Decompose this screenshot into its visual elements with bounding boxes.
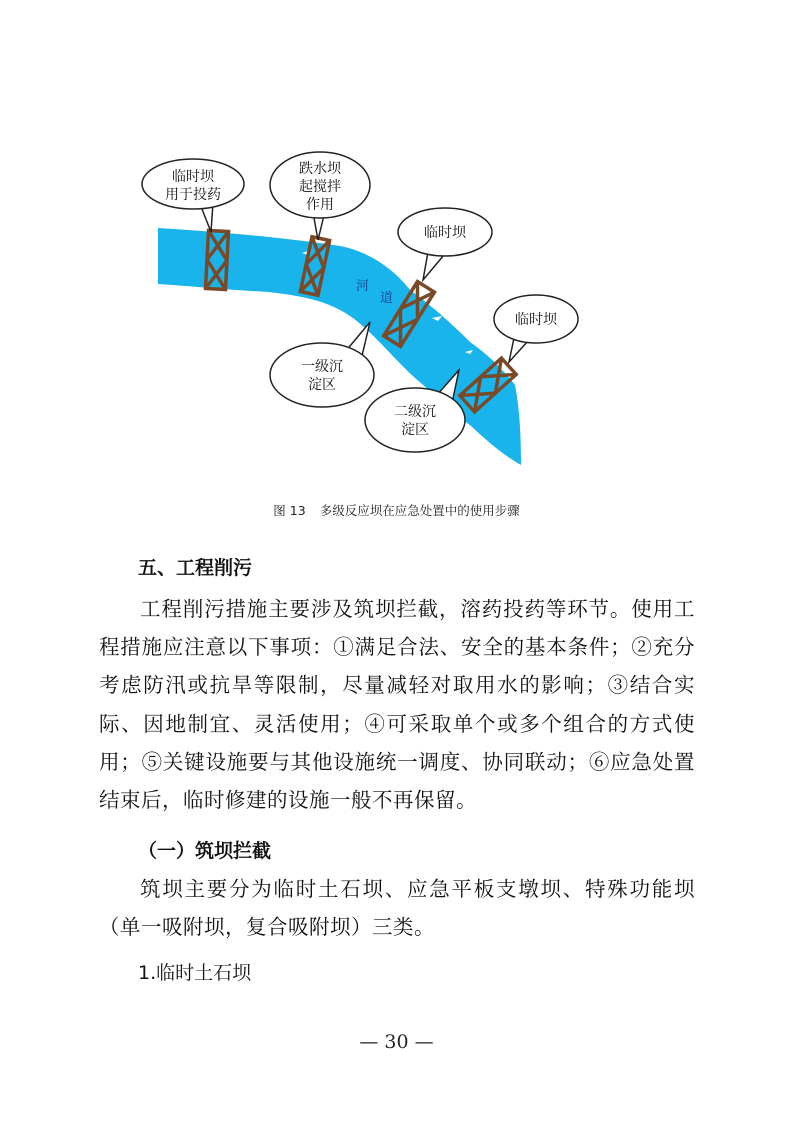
bubble-text: 跌水坝 xyxy=(299,161,341,177)
river-label-2: 道 xyxy=(380,291,394,306)
page-number: — 30 — xyxy=(359,1031,434,1053)
bubble-text: 用于投药 xyxy=(165,187,221,203)
figure-caption xyxy=(0,501,793,519)
section-paragraph: 工程削污措施主要涉及筑坝拦截，溶药投药等环节。使用工程措施应注意以下事项：①满足合法、安全的基本条件；②充分考虑防汛或抗旱等限制，尽量减轻对取用水的影响；③结合实际、因地制宜、灵活使用；④可采取单个或多个组合的方式使用；⑤关键设施要与其他设施统一调度、协同联动；⑥应急处置结束后，临时修建的设施一般不再保留。 xyxy=(99,597,695,813)
bubble-text: 临时坝 xyxy=(424,225,466,241)
figure-caption-text: 多级反应坝在应急处置中的使用步骤 xyxy=(319,503,520,518)
section-heading: 五、工程削污 xyxy=(138,557,253,579)
item-heading: 1.临时土石坝 xyxy=(138,962,252,984)
bubble-text: 起搅拌 xyxy=(299,179,341,195)
dam-diagram xyxy=(0,0,793,500)
callout-dam-4 xyxy=(494,295,578,362)
bubble-text: 淀区 xyxy=(401,422,429,438)
bubble-text: 二级沉 xyxy=(394,404,436,420)
subsection-heading: （一）筑坝拦截 xyxy=(138,840,272,862)
bubble-text: 临时坝 xyxy=(515,312,557,328)
figure-number: 图 13 xyxy=(273,503,306,518)
bubble-text: 淀区 xyxy=(308,377,336,393)
bubble-text: 作用 xyxy=(306,197,334,213)
subsection-paragraph: 筑坝主要分为临时土石坝、应急平板支墩坝、特殊功能坝（单一吸附坝，复合吸附坝）三类。 xyxy=(99,877,695,940)
river-label-1: 河 xyxy=(356,279,370,294)
bubble-text: 临时坝 xyxy=(172,169,214,185)
bubble-text: 一级沉 xyxy=(301,359,343,375)
callout-dam-3 xyxy=(398,208,492,280)
